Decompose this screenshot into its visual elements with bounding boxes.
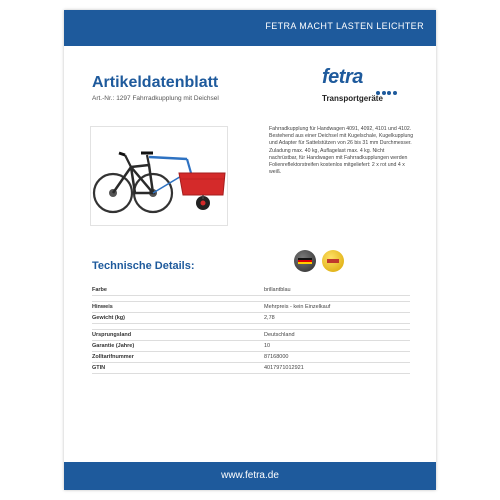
row-label: GTIN xyxy=(92,365,106,371)
row-label: Farbe xyxy=(92,287,107,293)
article-number: Art.-Nr.: 1297 Fahrradkupplung mit Deichsel xyxy=(92,95,219,102)
logo-tagline: Transportgeräte xyxy=(322,94,383,103)
row-label: Gewicht (kg) xyxy=(92,315,126,321)
table-row xyxy=(92,313,410,324)
row-label: Ursprungsland xyxy=(92,332,132,338)
page-title: Artikeldatenblatt xyxy=(92,74,219,91)
row-label: Zolltarifnummer xyxy=(92,354,134,360)
fetra-logo xyxy=(322,66,422,108)
table-row xyxy=(92,329,410,341)
row-label: Hinweis xyxy=(92,304,113,310)
made-in-germany-badge-icon xyxy=(294,250,316,272)
website-link[interactable]: www.fetra.de xyxy=(221,470,279,481)
table-row xyxy=(92,301,410,313)
top-banner xyxy=(64,10,436,46)
quality-seal-badge-icon xyxy=(322,250,344,272)
product-description: Fahrradkupplung für Handwagen 4091, 4092, 4101 und 4102. Bestehend aus einer Deichsel mit Kugelschale, Kugelkupplung und Adapter für Sattelstützen von 26 bis 31 mm Durchmesser. Zuladung max. 40 kg, Auflagelast max. 4 kg. Nicht nachrüstbar, für Handwagen mit Fahrradkupplungen werden Folienreflektorstreifen kostenlos mitgeliefert: 2 x rot und 4 x weiß. xyxy=(269,126,414,176)
row-value: 10 xyxy=(264,343,271,349)
row-value: Mehrpreis - kein Einzelkauf xyxy=(264,304,331,310)
row-value: 87168000 xyxy=(264,354,289,360)
table-row xyxy=(92,363,410,374)
row-value: brillantblau xyxy=(264,287,291,293)
table-row xyxy=(92,341,410,352)
bike-with-trailer-image xyxy=(90,126,228,226)
row-value: 2,78 xyxy=(264,315,275,321)
table-row xyxy=(92,352,410,363)
technical-details-heading: Technische Details: xyxy=(92,260,195,272)
row-value: Deutschland xyxy=(264,332,295,338)
logo-wordmark: fetra xyxy=(322,66,363,88)
banner-slogan: FETRA MACHT LASTEN LEICHTER xyxy=(265,21,424,31)
table-row xyxy=(92,285,410,296)
row-value: 4017971012921 xyxy=(264,365,304,371)
technical-details-table xyxy=(92,285,410,374)
footer-bar xyxy=(64,462,436,490)
datasheet-page xyxy=(64,10,436,490)
row-label: Garantie (Jahre) xyxy=(92,343,135,349)
